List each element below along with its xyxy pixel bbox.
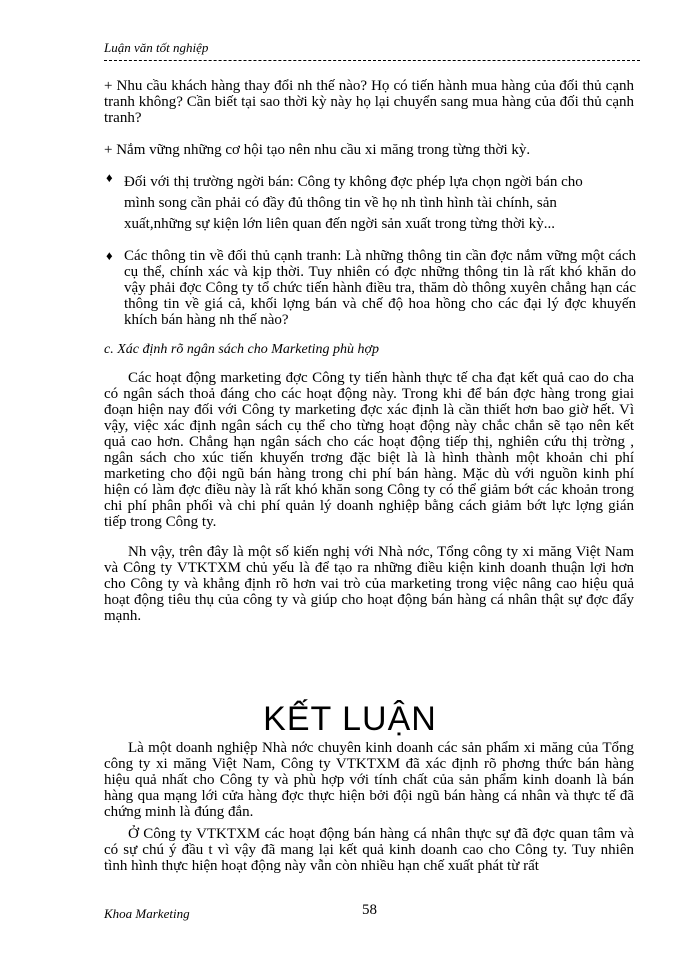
header-title: Luận văn tốt nghiệp xyxy=(104,40,209,55)
header-divider xyxy=(104,60,640,61)
diamond-bullet-icon: ♦ xyxy=(106,170,113,185)
paragraph-marketing-budget: Các hoạt động marketing đợc Công ty tiến hành thực tế cha đạt kết quả cao do cha có ngân sách thoả đáng cho các hoạt động này. Trong khi để bán đợc hàng trong giai đoạn hiện nay đối với Công ty marketing đợc xác định là cần thiết hơn bao giờ hết. Vì vậy, việc xác định ngân sách cụ thể cho từng hoạt động này chắc chắn sẽ tạo nên kết quả cao hơn. Chẳng hạn ngân sách cho các hoạt động tiếp thị, nghiên cứu thị trờng , ngân sách cho xúc tiến khuyến trơng đặc biệt là là hình thành một khoản chi phí marketing cho đội ngũ bán hàng trong chi phí bán hàng. Mặc dù với nguồn kinh phí hiện có làm đợc điều này là rất khó khăn song Công ty có thể giảm bớt các khoản trong chi phí phân phối và chi phí quản lý doanh nghiệp bằng cách giảm bớt lực lợng gián tiếp trong Công ty. xyxy=(104,370,634,530)
paragraph-recommendations: Nh vậy, trên đây là một số kiến nghị với Nhà nớc, Tổng công ty xi măng Việt Nam và Công ty VTKTXM chủ yếu là để tạo ra những điều kiện kinh doanh thuận lợi hơn cho Công ty và khẳng định rõ hơn vai trò của marketing trong việc nâng cao hiệu quả hoạt động tiêu thụ của công ty và giúp cho hoạt động bán hàng cá nhân thật sự đợc đẩy mạnh. xyxy=(104,544,634,624)
paragraph-conclusion-1: Là một doanh nghiệp Nhà nớc chuyên kinh doanh các sản phẩm xi măng của Tổng công ty xi măng Việt Nam, Công ty VTKTXM đã xác định rõ phơng thức bán hàng hiệu quả nhất cho Công ty và phù hợp với tính chất của sản phẩm kinh doanh là bán hàng qua mạng lới cửa hàng đợc thực hiện bởi đội ngũ bán hàng cá nhân và thực tế đã chứng minh là đúng đắn. xyxy=(104,740,634,820)
bullet-seller-market: Đối với thị trường ngời bán: Công ty không đợc phép lựa chọn ngời bán cho mình song cần phải có đầy đủ thông tin về họ nh tình hình tài chính, sản xuất,những sự kiện lớn liên quan đến ngời sản xuất trong từng thời kỳ... xyxy=(124,174,583,232)
paragraph-opportunities: + Nắm vững những cơ hội tạo nên nhu cầu xi măng trong từng thời kỳ. xyxy=(104,142,531,158)
paragraph-conclusion-2: Ở Công ty VTKTXM các hoạt động bán hàng cá nhân thực sự đã đợc quan tâm và có sự chú ý đầu t vì vậy đã mang lại kết quả kinh doanh cao cho Công ty. Tuy nhiên tình hình thực hiện hoạt động này vẫn còn nhiều hạn chế xuất phát từ rất xyxy=(104,826,634,874)
bullet-competitor-info: Các thông tin về đối thủ cạnh tranh: Là những thông tin cần đợc nắm vững một cách cụ thể, chính xác và kịp thời. Tuy nhiên có đợc những thông tin là rất khó khăn do vậy phải đợc Công ty tổ chức tiến hành điều tra, thăm dò thông xuyên chẳng hạn các thông tin về giá cả, khối lợng bán và chế độ hoa hồng cho các đại lý đợc khuyến khích bán hàng nh thế nào? xyxy=(124,248,636,328)
footer-department: Khoa Marketing xyxy=(104,906,190,921)
page-number: 58 xyxy=(362,902,377,918)
section-heading-marketing-budget: c. Xác định rõ ngân sách cho Marketing phù hợp xyxy=(104,342,379,357)
paragraph-customer-needs: + Nhu cầu khách hàng thay đổi nh thế nào? Họ có tiến hành mua hàng của đối thủ cạnh tranh không? Cần biết tại sao thời kỳ này họ lại chuyển sang mua hàng của đối thủ cạnh tranh? xyxy=(104,78,634,126)
diamond-bullet-icon: ♦ xyxy=(106,248,113,263)
conclusion-title: KẾT LUẬN xyxy=(263,700,437,738)
